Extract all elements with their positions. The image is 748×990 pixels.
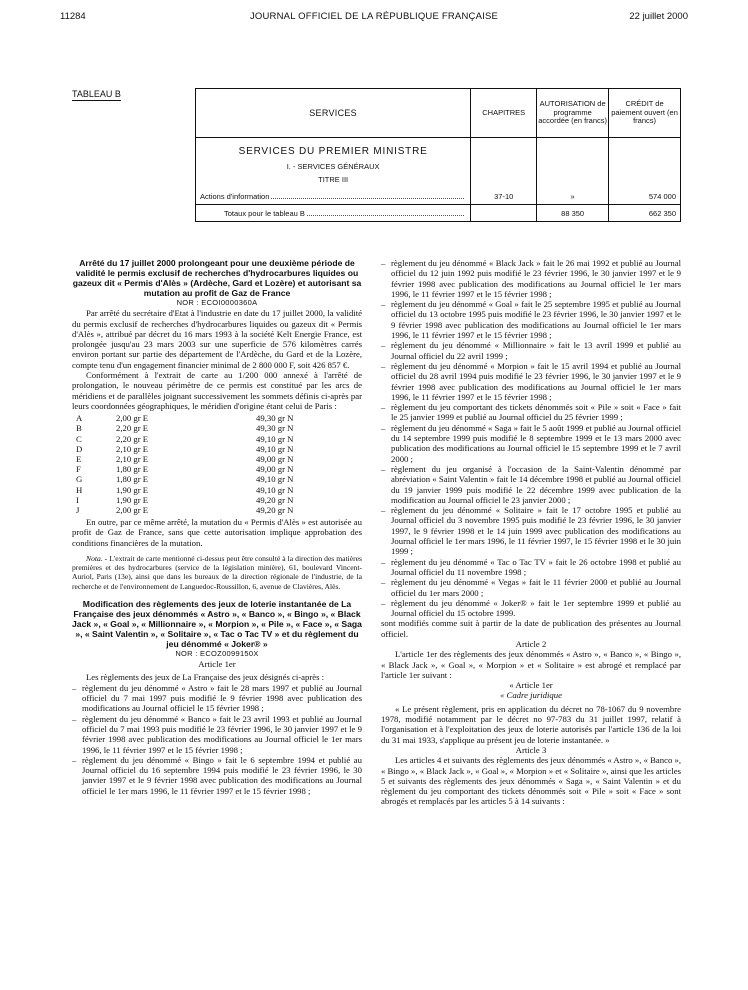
list-item: [381, 258, 681, 299]
totals-autorisation: 88 350: [537, 205, 609, 222]
totals-row: [196, 205, 681, 222]
latitude-value: 49,00 gr N: [256, 454, 294, 465]
list-item: [381, 577, 681, 598]
totals-credit: 662 350: [609, 205, 681, 222]
nota-label: Nota.: [86, 554, 103, 564]
left-column: [72, 258, 362, 796]
list-item-text: règlement du jeu organisé à l'occasion de la Saint-Valentin dénommé par abréviation « Saint Valentin » fait le 14 décembre 1998 et publié au Journal officiel du 19 janvier 1999 puis modifié le 22 décembre 1999 avec publication de la modification au Journal officiel le 23 janvier 2000 ;: [391, 463, 681, 505]
list-item-text: règlement du jeu dénommé « Tac o Tac TV » fait le 26 octobre 1998 et publié au Journal officiel du 11 novembre 1998 ;: [391, 556, 681, 577]
list-item-text: règlement du jeu dénommé « Black Jack » fait le 26 mai 1992 et publié au Journal officiel du 12 juin 1992 puis modifié le 23 février 1996, le 30 janvier 1997 et le 9 février 1998 avec publication des modifications au Journal officiel le 1er mars 1996, le 11 février 1997 et le 15 février 1998 ;: [391, 258, 681, 299]
list-item: [72, 683, 362, 714]
list-item-text: règlement du jeu comportant des tickets dénommés soit « Pile » soit « Face » fait le 25 janvier 1999 et publié au Journal officiel du 25 février 1999 ;: [391, 402, 681, 423]
nota-paragraph: [72, 554, 362, 591]
list-item-text: règlement du jeu dénommé « Saga » fait le 5 août 1999 et publié au Journal officiel du 14 septembre 1999 puis modifié le 8 septembre 1999 et le 13 mars 2000 avec publication des modifications au Journal officiel le 15 septembre 1999 et le 7 avril 2000 ;: [391, 422, 681, 464]
vertex-label: E: [76, 454, 82, 465]
latitude-value: 49,10 gr N: [256, 433, 294, 444]
table-header-row: [196, 89, 681, 138]
dash-bullet: –: [72, 713, 77, 724]
quoted-article-heading: « Article 1er: [509, 680, 553, 691]
vertex-label: F: [76, 464, 81, 475]
totals-label: Totaux pour le tableau B: [224, 209, 305, 218]
latitude-value: 49,20 gr N: [256, 504, 294, 515]
list-item: [381, 557, 681, 578]
list-item-text: règlement du jeu dénommé « Goal » fait le 25 septembre 1995 et publié au Journal officiel du 13 octobre 1995 puis modifié le 23 février 1996, le 30 janvier 1997 et le 9 février 1998 avec publication des modifications au Journal officiel le 1er mars 1996, le 11 février 1997 et le 15 février 1998 ;: [391, 299, 681, 341]
row-credit: 574 000: [609, 138, 681, 205]
list-item-text: règlement du jeu dénommé « Millionnaire » fait le 13 avril 1999 et publié au Journal officiel du 22 avril 1999 ;: [391, 340, 681, 361]
rules-list: [72, 683, 362, 796]
arrete-title: Arrêté du 17 juillet 2000 prolongeant pour une deuxième période de validité le permis exclusif de recherches d'hydrocarbures liquides ou gazeux dit « Permis d'Alès » (Ardèche, Gard et Lozère) et autorisant sa mutation au profit de Gaz de France: [72, 258, 362, 298]
table-body-row: [196, 138, 681, 205]
list-item-text: règlement du jeu dénommé « Astro » fait le 28 mars 1997 et publié au Journal officiel du 7 mai 1997 puis modifié le 9 février 1998 avec publication des modifications au Journal officiel le 15 février 1998 ;: [82, 682, 362, 714]
list-item: [381, 423, 681, 464]
longitude-value: 2,00 gr E: [116, 413, 149, 424]
vertex-label: A: [76, 413, 83, 424]
coordinates-list: [76, 413, 362, 515]
tableau-label: TABLEAU B: [72, 89, 121, 99]
latitude-value: 49,20 gr N: [256, 494, 294, 505]
list-item-text: règlement du jeu dénommé « Morpion » fait le 15 avril 1994 et publié au Journal officiel du 28 avril 1994 puis modifié le 23 février 1996, le 30 janvier 1997 et le 9 février 1998 avec publication des modifications au Journal officiel le 1er mars 1996, le 11 février 1997 et le 15 février 1998 ;: [391, 360, 681, 402]
coordinate-row: [76, 474, 362, 484]
row-label: Actions d'information: [200, 192, 270, 201]
dash-bullet: –: [72, 682, 77, 693]
paragraph: Les articles 4 et suivants des règlements des jeux dénommés « Astro », « Banco », « Bingo », « Black Jack », « Goal », « Morpion » et « Solitaire », ainsi que les articles 5 et suivants des règlements des jeux dénommés « Saga », « Saint Valentin » et du règlement du jeu comportant des tickets dénommés soit « Pile » soit « Face » sont abrogés et remplacés par les articles 5 à 14 suivants :: [381, 755, 681, 807]
titre-label: TITRE III: [318, 175, 349, 184]
budget-table: [195, 88, 681, 222]
header-autorisation: AUTORISATION de programme accordée (en francs): [537, 89, 609, 138]
coordinate-row: [76, 434, 362, 444]
rules-list: [381, 258, 681, 618]
nota-text: - L'extrait de carte mentionné ci-dessus peut être consulté à la direction des matières premières et des hydrocarbures (service de la législation minière), 61, boulevard Vincent-Auriol, Paris (13e), ainsi que dans les bureaux de la direction régionale de l'industrie, de la recherche et de l'environnement de Languedoc-Roussillon, 6, avenue de Clavières, Alès.: [72, 554, 362, 591]
longitude-value: 2,10 gr E: [116, 454, 149, 465]
article-heading: Article 3: [515, 744, 547, 755]
longitude-value: 2,20 gr E: [116, 423, 149, 434]
vertex-label: C: [76, 433, 82, 444]
vertex-label: H: [76, 484, 83, 495]
longitude-value: 2,10 gr E: [116, 443, 149, 454]
dash-bullet: –: [381, 505, 386, 516]
paragraph: « Le présent règlement, pris en application du décret no 78-1067 du 9 novembre 1978, modifié notamment par le décret no 97-783 du 31 juillet 1997, relatif à l'organisation et à l'exploitation des jeux de loterie autorisés par l'article 136 de la loi du 31 mai 1933, s'applique au présent jeu de loterie instantanée. »: [381, 703, 681, 745]
table-row: [196, 188, 470, 204]
dash-bullet: –: [381, 258, 386, 268]
vertex-label: J: [76, 504, 80, 515]
dash-bullet: –: [381, 340, 386, 351]
nor-reference: NOR : ECOI0000360A: [176, 298, 258, 307]
coordinate-row: [76, 485, 362, 495]
dash-bullet: –: [381, 556, 386, 567]
paragraph: Conformément à l'extrait de carte au 1/200 000 annexé à l'arrêté de prolongation, le nouveau périmètre de ce permis est constitué par les arcs de méridiens et de parallèles joignant successivement les sommets définis ci-après par leurs coordonnées géographiques, le méridien d'origine étant celui de Paris :: [72, 370, 362, 411]
header-credit: CRÉDIT de paiement ouvert (en francs): [609, 89, 681, 138]
vertex-label: G: [76, 474, 83, 485]
header-chapitres: CHAPITRES: [471, 89, 537, 138]
list-item: [381, 361, 681, 402]
latitude-value: 49,10 gr N: [256, 443, 294, 454]
coordinate-row: [76, 423, 362, 433]
coordinate-row: [76, 505, 362, 515]
vertex-label: I: [76, 494, 79, 505]
coordinate-row: [76, 444, 362, 454]
section-title: SERVICES DU PREMIER MINISTRE: [238, 146, 428, 157]
issue-date: 22 juillet 2000: [629, 11, 688, 22]
list-item: [381, 402, 681, 423]
row-chapitre: 37-10: [471, 138, 537, 205]
list-item-text: règlement du jeu dénommé « Joker® » fait le 1er septembre 1999 et publié au Journal officiel du 15 octobre 1999.: [391, 597, 681, 619]
quoted-subheading: « Cadre juridique: [500, 690, 562, 701]
header-services: SERVICES: [196, 89, 471, 138]
journal-title: JOURNAL OFFICIEL DE LA RÉPUBLIQUE FRANÇAISE: [249, 11, 499, 22]
longitude-value: 2,20 gr E: [116, 433, 149, 444]
running-header: [60, 11, 688, 25]
paragraph: Par arrêté du secrétaire d'Etat à l'industrie en date du 17 juillet 2000, la validité du permis exclusif de recherches d'hydrocarbures liquides ou gazeux dit « Permis d'Alès », attribué par décret du 16 mars 1993 à la société Kelt Energie France, est prolongée jusqu'au 23 mars 2003 sur une superficie de 576 kilomètres carrés environ portant sur partie des département de l'Ardèche, du Gard et de la Lozère, compte tenu d'un engagement financier minimal de 2 800 000 F, soit 426 857 €.: [72, 308, 362, 370]
longitude-value: 2,00 gr E: [116, 504, 149, 515]
dash-bullet: –: [381, 402, 386, 413]
nor-reference: NOR : ECOZ0099150X: [175, 648, 259, 658]
vertex-label: B: [76, 423, 82, 434]
dash-bullet: –: [72, 754, 77, 765]
dash-bullet: –: [381, 597, 386, 608]
list-item-text: règlement du jeu dénommé « Bingo » fait le 6 septembre 1994 et publié au Journal officiel du 16 septembre 1994 puis modifié le 23 février 1996, le 30 janvier 1997 et le 9 février 1998 avec publication des modifications au Journal officiel le 1er mars 1996, le 11 février 1997 et le 15 février 1998 ;: [82, 754, 362, 796]
list-item: [72, 755, 362, 796]
dash-bullet: –: [381, 299, 386, 310]
list-item: [381, 299, 681, 340]
vertex-label: D: [76, 443, 83, 454]
latitude-value: 49,30 gr N: [256, 413, 294, 424]
coordinate-row: [76, 454, 362, 464]
list-item: [381, 464, 681, 505]
list-item-text: règlement du jeu dénommé « Solitaire » fait le 17 octobre 1995 et publié au Journal officiel du 3 novembre 1995 puis modifié le 23 février 1996, le 30 janvier 1997, le 9 février 1998 et le 14 juin 1999 avec publication des modifications au Journal officiel le 1er mars 1996, le 11 février 1997, le 15 février 1998 et le 30 juin 1999 ;: [391, 505, 681, 557]
latitude-value: 49,10 gr N: [256, 484, 294, 495]
longitude-value: 1,90 gr E: [116, 494, 149, 505]
dash-bullet: –: [381, 360, 386, 371]
paragraph: sont modifiés comme suit à partir de la date de publication des présentes au Journal officiel.: [381, 618, 681, 639]
list-item: [72, 714, 362, 755]
dash-bullet: –: [381, 577, 386, 588]
article-heading: Article 2: [515, 638, 547, 649]
list-item-text: règlement du jeu dénommé « Vegas » fait le 11 février 2000 et publié au Journal officiel du 1er mars 2000 ;: [391, 577, 681, 598]
modification-title: Modification des règlements des jeux de loterie instantanée de La Française des jeux dénommés « Astro », « Banco », « Bingo », « Black Jack », « Goal », « Millionnaire », « Morpion », « Pile », « Face », « Saga », « Saint Valentin », « Solitaire », « Tac o Tac TV » et du règlement du jeu dénommé « Joker® »: [72, 598, 362, 649]
page-number: 11284: [60, 11, 86, 22]
list-item: [381, 340, 681, 361]
longitude-value: 1,80 gr E: [116, 464, 149, 475]
paragraph: En outre, par ce même arrêté, la mutation du « Permis d'Alès » est autorisée au profit de Gaz de France, sans que cette autorisation implique approbation des conditions financières de la mutation.: [72, 517, 362, 548]
paragraph: L'article 1er des règlements des jeux dénommés « Astro », « Banco », « Bingo », « Black Jack », « Goal », « Morpion » et « Solitaire » est abrogé et remplacé par l'article 1er suivant :: [381, 649, 681, 680]
dash-bullet: –: [381, 463, 386, 474]
coordinate-row: [76, 495, 362, 505]
coordinate-row: [76, 464, 362, 474]
coordinate-row: [76, 413, 362, 423]
right-column: [381, 258, 681, 807]
list-item-text: règlement du jeu dénommé « Banco » fait le 23 avril 1993 et publié au Journal officiel du 7 mai 1993 puis modifié le 23 février 1996, le 30 janvier 1997 et le 9 février 1998 avec publication des modifications au Journal officiel le 1er mars 1996, le 11 février 1997 et le 15 février 1998 ;: [82, 713, 362, 755]
list-item: [381, 505, 681, 556]
longitude-value: 1,80 gr E: [116, 474, 149, 485]
latitude-value: 49,30 gr N: [256, 423, 294, 434]
list-item: [381, 598, 681, 619]
dash-bullet: –: [381, 422, 386, 433]
paragraph: Les règlements des jeux de La Française des jeux désignés ci-après :: [86, 672, 325, 683]
subsection-title: I. - SERVICES GÉNÉRAUX: [286, 162, 380, 171]
article-heading: Article 1er: [198, 659, 236, 670]
latitude-value: 49,10 gr N: [256, 474, 294, 485]
longitude-value: 1,90 gr E: [116, 484, 149, 495]
row-autorisation: »: [537, 138, 609, 205]
latitude-value: 49,00 gr N: [256, 464, 294, 475]
